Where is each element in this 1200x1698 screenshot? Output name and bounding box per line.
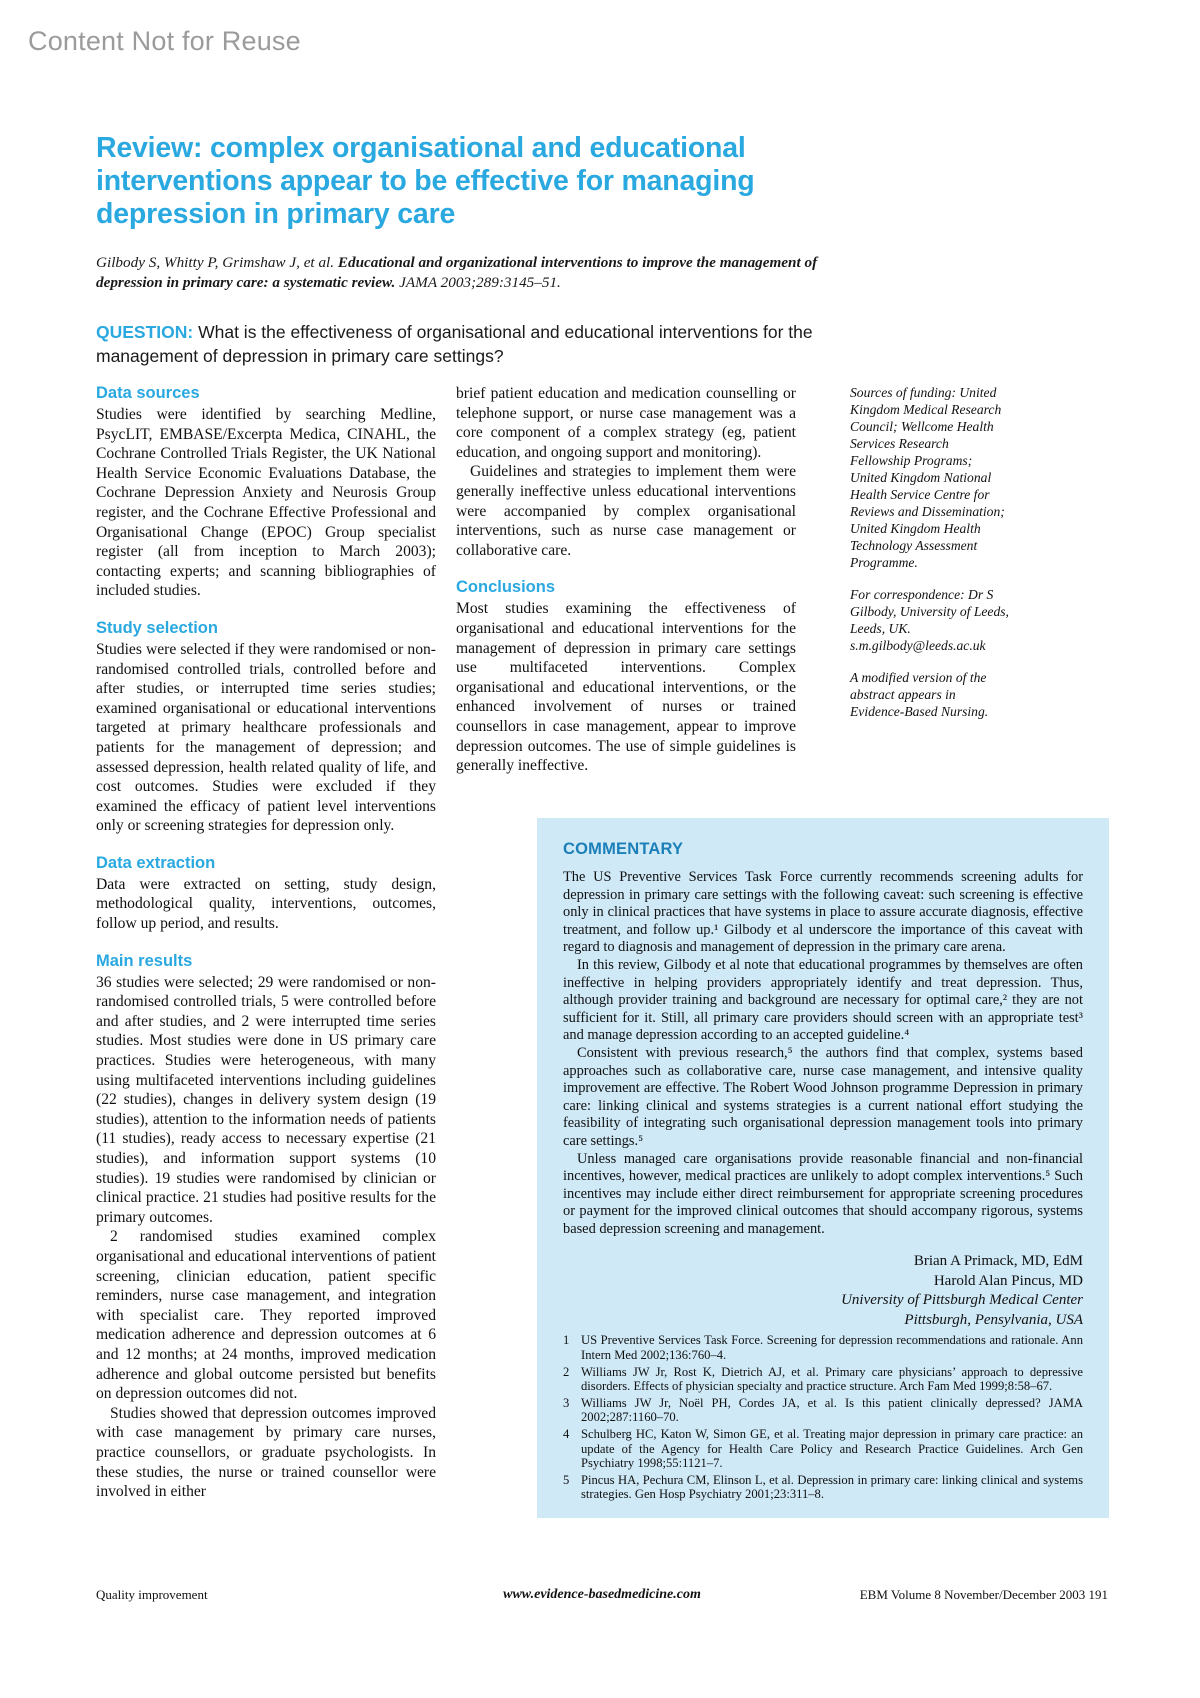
section-study-selection — [96, 619, 436, 836]
reference-text: Williams JW Jr, Rost K, Dietrich AJ, et al. Primary care physicians’ approach to depressive disorders. Effects of physician specialty and practice structure. Arch Fam Med 1999;8:58–67. — [581, 1364, 1083, 1394]
section-heading: Data extraction — [96, 853, 216, 872]
reference-number: 1 — [563, 1333, 570, 1348]
paragraph: Studies were selected if they were randomised or non-randomised controlled trials, controlled before and after studies, or interrupted time series studies; examined organisational or educational interventions targeted at primary healthcare professionals and patients for the management of depression; and assessed depression, health related quality of life, and cost outcomes. Studies were excluded if they examined the efficacy of patient level interventions only or screening strategies for depression only. — [96, 640, 436, 835]
section-heading: Conclusions — [456, 578, 556, 597]
column-one — [96, 384, 436, 1520]
paragraph: Data were extracted on setting, study design, methodological quality, interventions, outcomes, follow up period, and results. — [96, 875, 436, 933]
abstract-version-note: A modified version of the abstract appears in Evidence-Based Nursing. — [850, 670, 989, 719]
paragraph: Studies showed that depression outcomes improved with case management by primary care nurses, practice counsellors, or graduate psychologists. In these studies, the nurse or trained counsellor were involved in either — [96, 1404, 436, 1501]
section-data-sources — [96, 384, 436, 601]
commentary-affiliation: Pittsburgh, Pensylvania, USA — [904, 1311, 1083, 1328]
reference-text: Pincus HA, Pechura CM, Elinson L, et al. Depression in primary care: linking clinical and systems strategies. Gen Hosp Psychiatry 2001;23:311–8. — [581, 1472, 1083, 1502]
commentary-panel — [537, 818, 1109, 1518]
page-title: Review: complex organisational and educational interventions appear to be effective for managing depression in primary care — [96, 132, 755, 230]
commentary-paragraph: Consistent with previous research,⁵ the authors find that complex, systems based approaches such as collaborative care, nurse case management, and intensive quality improvement are effective. The Robert Wood Johnson programme Depression in primary care: linking clinical and systems strategies is a current national effort studying the feasibility of integrating such organisational depression management tools into primary care settings.⁵ — [563, 1044, 1083, 1149]
reference-number: 3 — [563, 1395, 570, 1410]
commentary-paragraph: In this review, Gilbody et al note that educational programmes by themselves are often ineffective in helping providers appropriately identify and treat depression. Thus, although provider training and background are necessary for optimal care,² they are not sufficient for it. Still, all primary care providers should screen with an appropriate test³ and manage depression according to an accepted guideline.⁴ — [563, 956, 1083, 1044]
citation-article-title: Educational and organizational interventions to improve the management of depression in primary care: a systematic review. — [96, 254, 818, 291]
watermark-text: Content Not for Reuse — [28, 26, 301, 56]
reference-number: 2 — [563, 1364, 570, 1379]
commentary-paragraph: Unless managed care organisations provide reasonable financial and non-financial incentives, however, medical practices are unlikely to adopt complex interventions.⁵ Such incentives may include either direct reimbursement for appropriate screening procedures or payment for the improved clinical outcomes that should accompany rigorous, systems based depression screening and management. — [563, 1150, 1083, 1237]
sources-of-funding-note: Sources of funding: United Kingdom Medical Research Council; Wellcome Health Services Research Fellowship Programs; United Kingdom National Health Service Centre for Reviews and Dissemination; United Kingdom Health Technology Assessment Programme. — [850, 385, 1005, 570]
citation-authors: Gilbody S, Whitty P, Grimshaw J, et al. — [96, 254, 338, 271]
section-main-results — [96, 952, 436, 1502]
reference-text: Schulberg HC, Katon W, Simon GE, et al. Treating major depression in primary care practice: an update of the Agency for Health Care Policy and Research Practice Guidelines. Arch Gen Psychiatry 1998;55:1121–7. — [581, 1427, 1083, 1471]
question-label: QUESTION: — [96, 322, 194, 342]
section-heading: Data sources — [96, 384, 200, 402]
reference-list — [563, 1333, 1083, 1504]
column-two — [456, 384, 796, 794]
reference-number: 4 — [563, 1427, 570, 1442]
reference-item — [563, 1473, 1083, 1502]
citation-journal: JAMA 2003;289:3145–51. — [395, 273, 561, 291]
source-citation — [96, 253, 856, 292]
footer-section-label: Quality improvement — [96, 1587, 208, 1602]
question-text: What is the effectiveness of organisational and educational interventions for the management of depression in primary care settings? — [96, 322, 813, 366]
reference-text: Williams JW Jr, Noël PH, Cordes JA, et al. Is this patient clinically depressed? JAMA 2002;287:1160–70. — [581, 1395, 1083, 1425]
commentary-author: Brian A Primack, MD, EdM — [913, 1253, 1083, 1270]
commentary-paragraph: The US Preventive Services Task Force currently recommends screening adults for depression in primary care settings with the following caveat: such screening is effective only in clinical practices that have systems in place to assure accurate diagnosis, effective treatment, and follow up.¹ Gilbody et al underscore the importance of this caveat with regard to diagnosis and management of depression in the primary care arena. — [563, 869, 1083, 956]
section-data-extraction — [96, 854, 436, 934]
commentary-author: Harold Alan Pincus, MD — [933, 1272, 1083, 1289]
article-header — [96, 132, 1108, 368]
section-main-results-continued — [456, 384, 796, 560]
paragraph: Most studies examining the effectiveness of organisational and educational interventions for the management of depression in primary care settings use multifaceted interventions. Complex organisational and educational interventions, or the enhanced involvement of nurses or trained counsellors in case management, appear to improve depression outcomes. The use of simple guidelines is generally ineffective. — [456, 600, 796, 775]
question-block — [96, 320, 866, 368]
paragraph: 36 studies were selected; 29 were randomised or non-randomised controlled trials, 5 were controlled before and after studies, and 2 were interrupted time series studies. Most studies were done in US primary care practices. Studies were heterogeneous, with many using multifaceted interventions including guidelines (22 studies), changes in delivery system design (19 studies), attention to the information needs of patients (11 studies), ready access to necessary expertise (21 studies), and information support systems (10 studies). 19 studies were randomised by clinician or clinical practice. 21 studies had positive results for the primary outcomes. — [96, 973, 436, 1226]
commentary-affiliation: University of Pittsburgh Medical Center — [841, 1292, 1083, 1309]
commentary-heading: COMMENTARY — [563, 840, 684, 858]
reference-item — [563, 1427, 1083, 1471]
reference-text: US Preventive Services Task Force. Screening for depression recommendations and rationale. Ann Intern Med 2002;136:760–4. — [581, 1333, 1083, 1363]
section-heading: Main results — [96, 951, 193, 970]
reference-number: 5 — [563, 1472, 570, 1487]
section-conclusions — [456, 578, 796, 775]
paragraph: Studies were identified by searching Medline, PsycLIT, EMBASE/Excerpta Medica, CINAHL, the Cochrane Controlled Trials Register, the UK National Health Service Economic Evaluations Database, the Cochrane Depression Anxiety and Neurosis Group register, and the Cochrane Effective Professional and Organisational Change (EPOC) Group specialist register (all from inception to March 2003); contacting experts; and scanning bibliographies of included studies. — [96, 406, 436, 600]
reference-item — [563, 1333, 1083, 1362]
footer-website: www.evidence-basedmedicine.com — [503, 1587, 701, 1602]
commentary-signoff — [563, 1252, 1083, 1330]
paragraph: 2 randomised studies examined complex organisational and educational interventions of patient screening, clinician education, patient specific reminders, nurse case management, and integration with specialist care. They reported improved medication adherence and depression outcomes at 6 and 12 months; at 24 months, improved medication adherence and global outcome persisted but benefits on depression outcomes did not. — [96, 1228, 436, 1403]
paragraph: brief patient education and medication counselling or telephone support, or nurse case management was a core component of a complex strategy (eg, patient education, and ongoing support and monitoring). — [456, 385, 796, 461]
footer-volume-info: EBM Volume 8 November/December 2003 191 — [859, 1587, 1108, 1602]
correspondence-note: For correspondence: Dr S Gilbody, University of Leeds, Leeds, UK. s.m.gilbody@leeds.ac.uk — [850, 587, 1009, 653]
paragraph: Guidelines and strategies to implement them were generally ineffective unless educational interventions were accompanied by complex organisational interventions, such as nurse case management or collaborative care. — [456, 463, 796, 559]
reference-item — [563, 1396, 1083, 1425]
section-heading: Study selection — [96, 618, 218, 637]
side-notes — [850, 384, 1015, 735]
reference-item — [563, 1365, 1083, 1394]
